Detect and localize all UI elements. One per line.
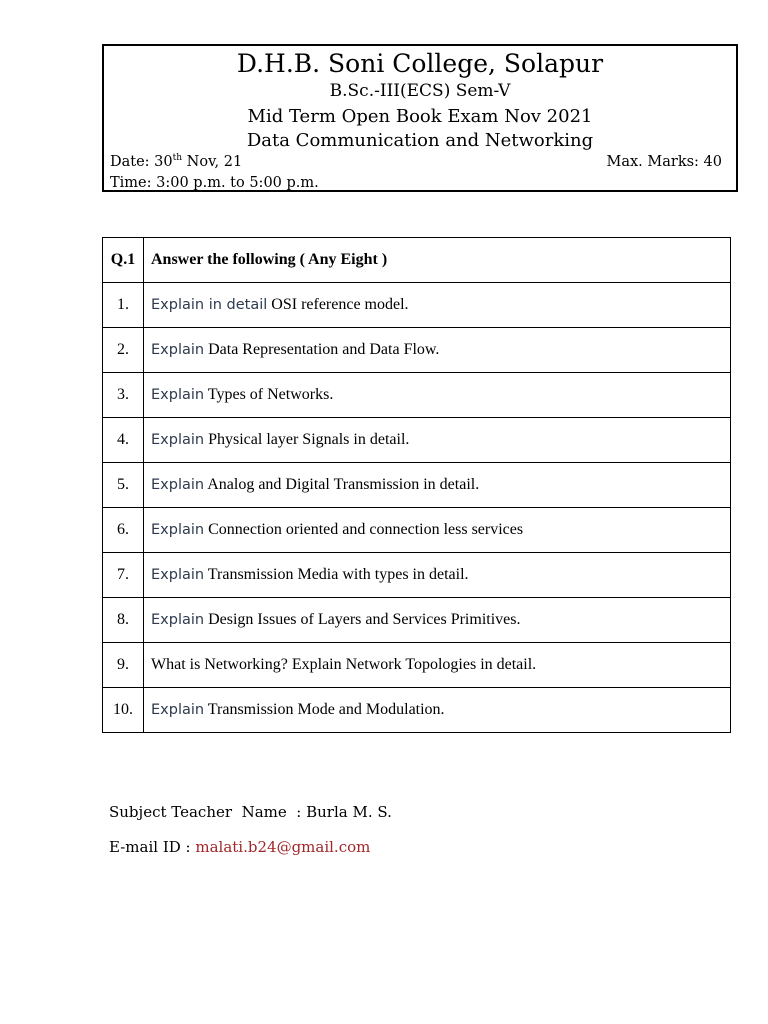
question-item-text xyxy=(144,283,731,328)
question-keyword: Explain xyxy=(151,567,205,583)
college-name: D.H.B. Soni College, Solapur xyxy=(236,49,604,78)
table-row xyxy=(103,643,731,688)
question-item-number: 8. xyxy=(103,598,144,643)
question-item-number: 10. xyxy=(103,688,144,733)
exam-date xyxy=(110,154,242,170)
table-row xyxy=(103,373,731,418)
question-item-number: 2. xyxy=(103,328,144,373)
question-item-text xyxy=(144,553,731,598)
question-item-number: 4. xyxy=(103,418,144,463)
table-row xyxy=(103,508,731,553)
question-keyword: Explain xyxy=(151,522,205,538)
date-rest: Nov, 21 xyxy=(182,154,243,170)
table-row xyxy=(103,688,731,733)
question-keyword: Explain xyxy=(151,612,205,628)
subject-title: Data Communication and Networking xyxy=(246,130,594,151)
table-row xyxy=(103,553,731,598)
teacher-email xyxy=(109,838,370,856)
date-label: Date: 30 xyxy=(110,154,173,170)
question-body: Types of Networks. xyxy=(204,386,334,403)
question-keyword: Explain xyxy=(151,477,205,493)
question-item-text xyxy=(144,508,731,553)
table-row xyxy=(103,418,731,463)
question-body: What is Networking? Explain Network Topologies in detail. xyxy=(151,656,537,673)
question-item-number: 9. xyxy=(103,643,144,688)
question-item-number: 3. xyxy=(103,373,144,418)
question-body: Transmission Mode and Modulation. xyxy=(204,701,445,718)
question-item-text xyxy=(144,688,731,733)
question-item-number: 6. xyxy=(103,508,144,553)
question-keyword: Explain xyxy=(151,432,205,448)
question-item-text xyxy=(144,418,731,463)
question-item-number: 5. xyxy=(103,463,144,508)
subject-teacher: Subject Teacher Name : Burla M. S. xyxy=(109,803,392,821)
question-body: Connection oriented and connection less services xyxy=(204,521,524,538)
question-item-text xyxy=(144,463,731,508)
question-body: Data Representation and Data Flow. xyxy=(204,341,440,358)
table-header-row xyxy=(103,238,731,283)
question-keyword: Explain xyxy=(151,387,205,403)
question-body: Transmission Media with types in detail. xyxy=(204,566,469,583)
question-item-text xyxy=(144,373,731,418)
exam-header xyxy=(102,44,738,192)
exam-time: Time: 3:00 p.m. to 5:00 p.m. xyxy=(110,175,319,191)
table-row xyxy=(103,463,731,508)
email-label: E-mail ID : xyxy=(109,838,196,856)
date-suffix: th xyxy=(172,153,183,164)
question-body: Design Issues of Layers and Services Primitives. xyxy=(204,611,521,628)
table-row xyxy=(103,328,731,373)
table-row xyxy=(103,283,731,328)
question-number: Q.1 xyxy=(103,238,144,283)
question-keyword: Explain in detail xyxy=(151,297,268,313)
question-item-number: 1. xyxy=(103,283,144,328)
question-item-text xyxy=(144,598,731,643)
question-body: OSI reference model. xyxy=(267,296,409,313)
question-table xyxy=(102,237,731,733)
email-link[interactable]: malati.b24@gmail.com xyxy=(195,838,371,856)
course-name: B.Sc.-III(ECS) Sem-V xyxy=(329,81,511,101)
question-item-text xyxy=(144,643,731,688)
question-instruction: Answer the following ( Any Eight ) xyxy=(144,238,731,283)
exam-title: Mid Term Open Book Exam Nov 2021 xyxy=(247,106,593,127)
question-body: Physical layer Signals in detail. xyxy=(204,431,410,448)
question-item-number: 7. xyxy=(103,553,144,598)
question-body: Analog and Digital Transmission in detail. xyxy=(204,476,480,493)
question-keyword: Explain xyxy=(151,342,205,358)
max-marks: Max. Marks: 40 xyxy=(606,154,722,170)
question-keyword: Explain xyxy=(151,702,205,718)
question-item-text xyxy=(144,328,731,373)
table-row xyxy=(103,598,731,643)
